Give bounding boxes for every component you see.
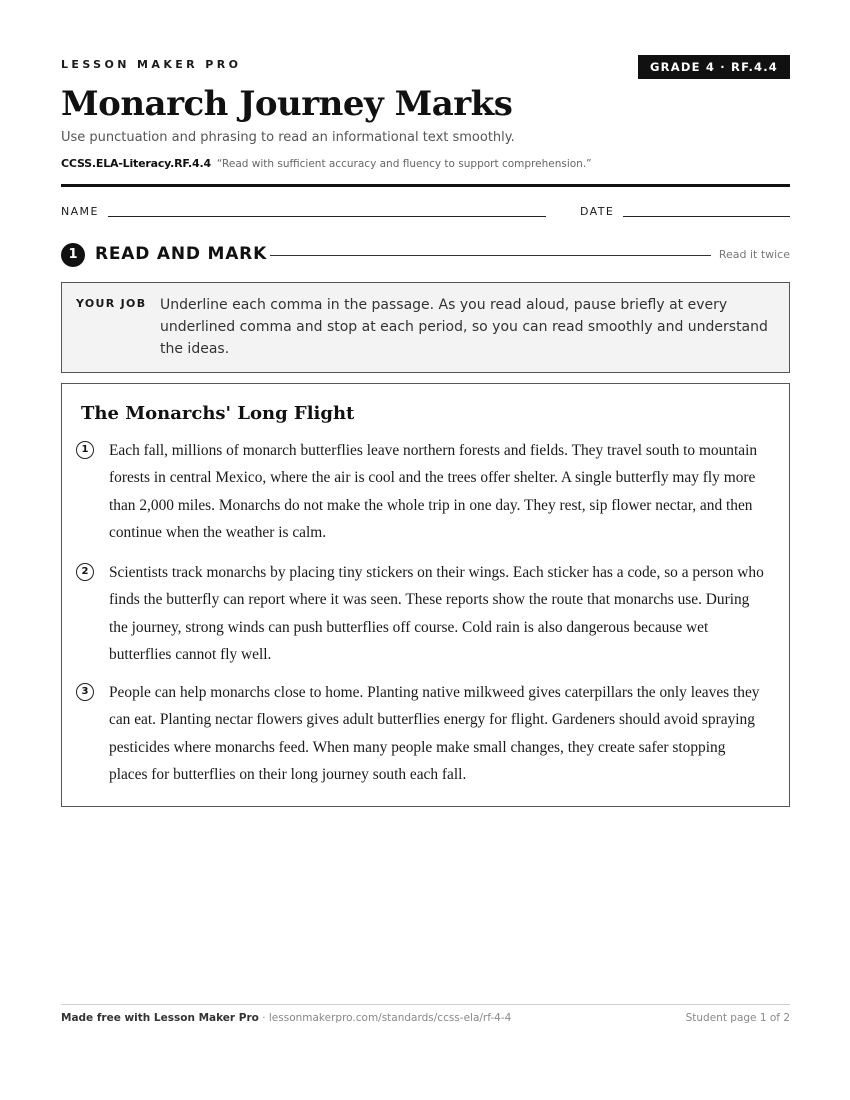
section-note: Read it twice (718, 248, 790, 261)
header-divider (61, 184, 790, 187)
page-subtitle: Use punctuation and phrasing to read an informational text smoothly. (61, 130, 515, 145)
standard-quote: “Read with sufficient accuracy and fluency to support comprehension.” (216, 158, 592, 170)
passage-title: The Monarchs' Long Flight (81, 403, 355, 424)
standard-reference (61, 157, 592, 170)
paragraph-text: People can help monarchs close to home. Planting native milkweed gives caterpillars the only leaves they can eat. Planting nectar flowers gives adult butterflies energy for flight. Gardeners should avoid spraying pesticides where monarchs feed. When many people make small changes, they create safer stopping places for butterflies on their long journey south each fall. (109, 684, 760, 784)
paragraph-number: 2 (76, 563, 94, 581)
your-job-box (61, 282, 790, 373)
date-field[interactable] (623, 216, 790, 217)
passage-box (61, 383, 790, 807)
footer-url[interactable]: lessonmakerpro.com/standards/ccss-ela/rf-4-4 (268, 1012, 512, 1024)
your-job-label: YOUR JOB (76, 297, 147, 310)
paragraph-number: 1 (76, 441, 94, 459)
section-title: READ AND MARK (95, 244, 268, 264)
footer-credit (61, 1012, 511, 1024)
paragraph-text: Each fall, millions of monarch butterflies leave northern forests and fields. They travel south to mountain forests in central Mexico, where the air is cool and the trees offer shelter. A single butterfly may fly more than 2,000 miles. Monarchs do not make the whole trip in one day. They rest, sip flower nectar, and then continue when the weather is calm. (109, 442, 758, 542)
paragraph-number: 3 (76, 683, 94, 701)
paragraph-text: Scientists track monarchs by placing tiny stickers on their wings. Each sticker has a code, so a person who finds the butterfly can report where it was seen. These reports show the route that monarchs use. During the journey, strong winds can push butterflies off course. Cold rain is also dangerous because wet butterflies cannot fly well. (109, 564, 764, 664)
brand-name: LESSON MAKER PRO (61, 58, 242, 71)
worksheet-page (61, 0, 790, 1100)
footer-page-number: Student page 1 of 2 (685, 1012, 790, 1024)
your-job-instructions: Underline each comma in the passage. As you read aloud, pause briefly at every underlined comma and stop at each period, so you can read smoothly and understand the ideas. (160, 297, 768, 357)
date-label: DATE (580, 205, 615, 218)
footer-divider (61, 1004, 790, 1005)
section-divider (270, 255, 711, 256)
name-label: NAME (61, 205, 99, 218)
footer-separator: · (258, 1012, 269, 1024)
footer-made-with: Made free with Lesson Maker Pro (61, 1012, 259, 1024)
standard-code: CCSS.ELA-Literacy.RF.4.4 (61, 157, 211, 170)
page-title: Monarch Journey Marks (61, 84, 513, 124)
section-number-badge: 1 (61, 243, 85, 267)
name-field[interactable] (108, 216, 546, 217)
grade-badge: GRADE 4 · RF.4.4 (638, 55, 790, 79)
